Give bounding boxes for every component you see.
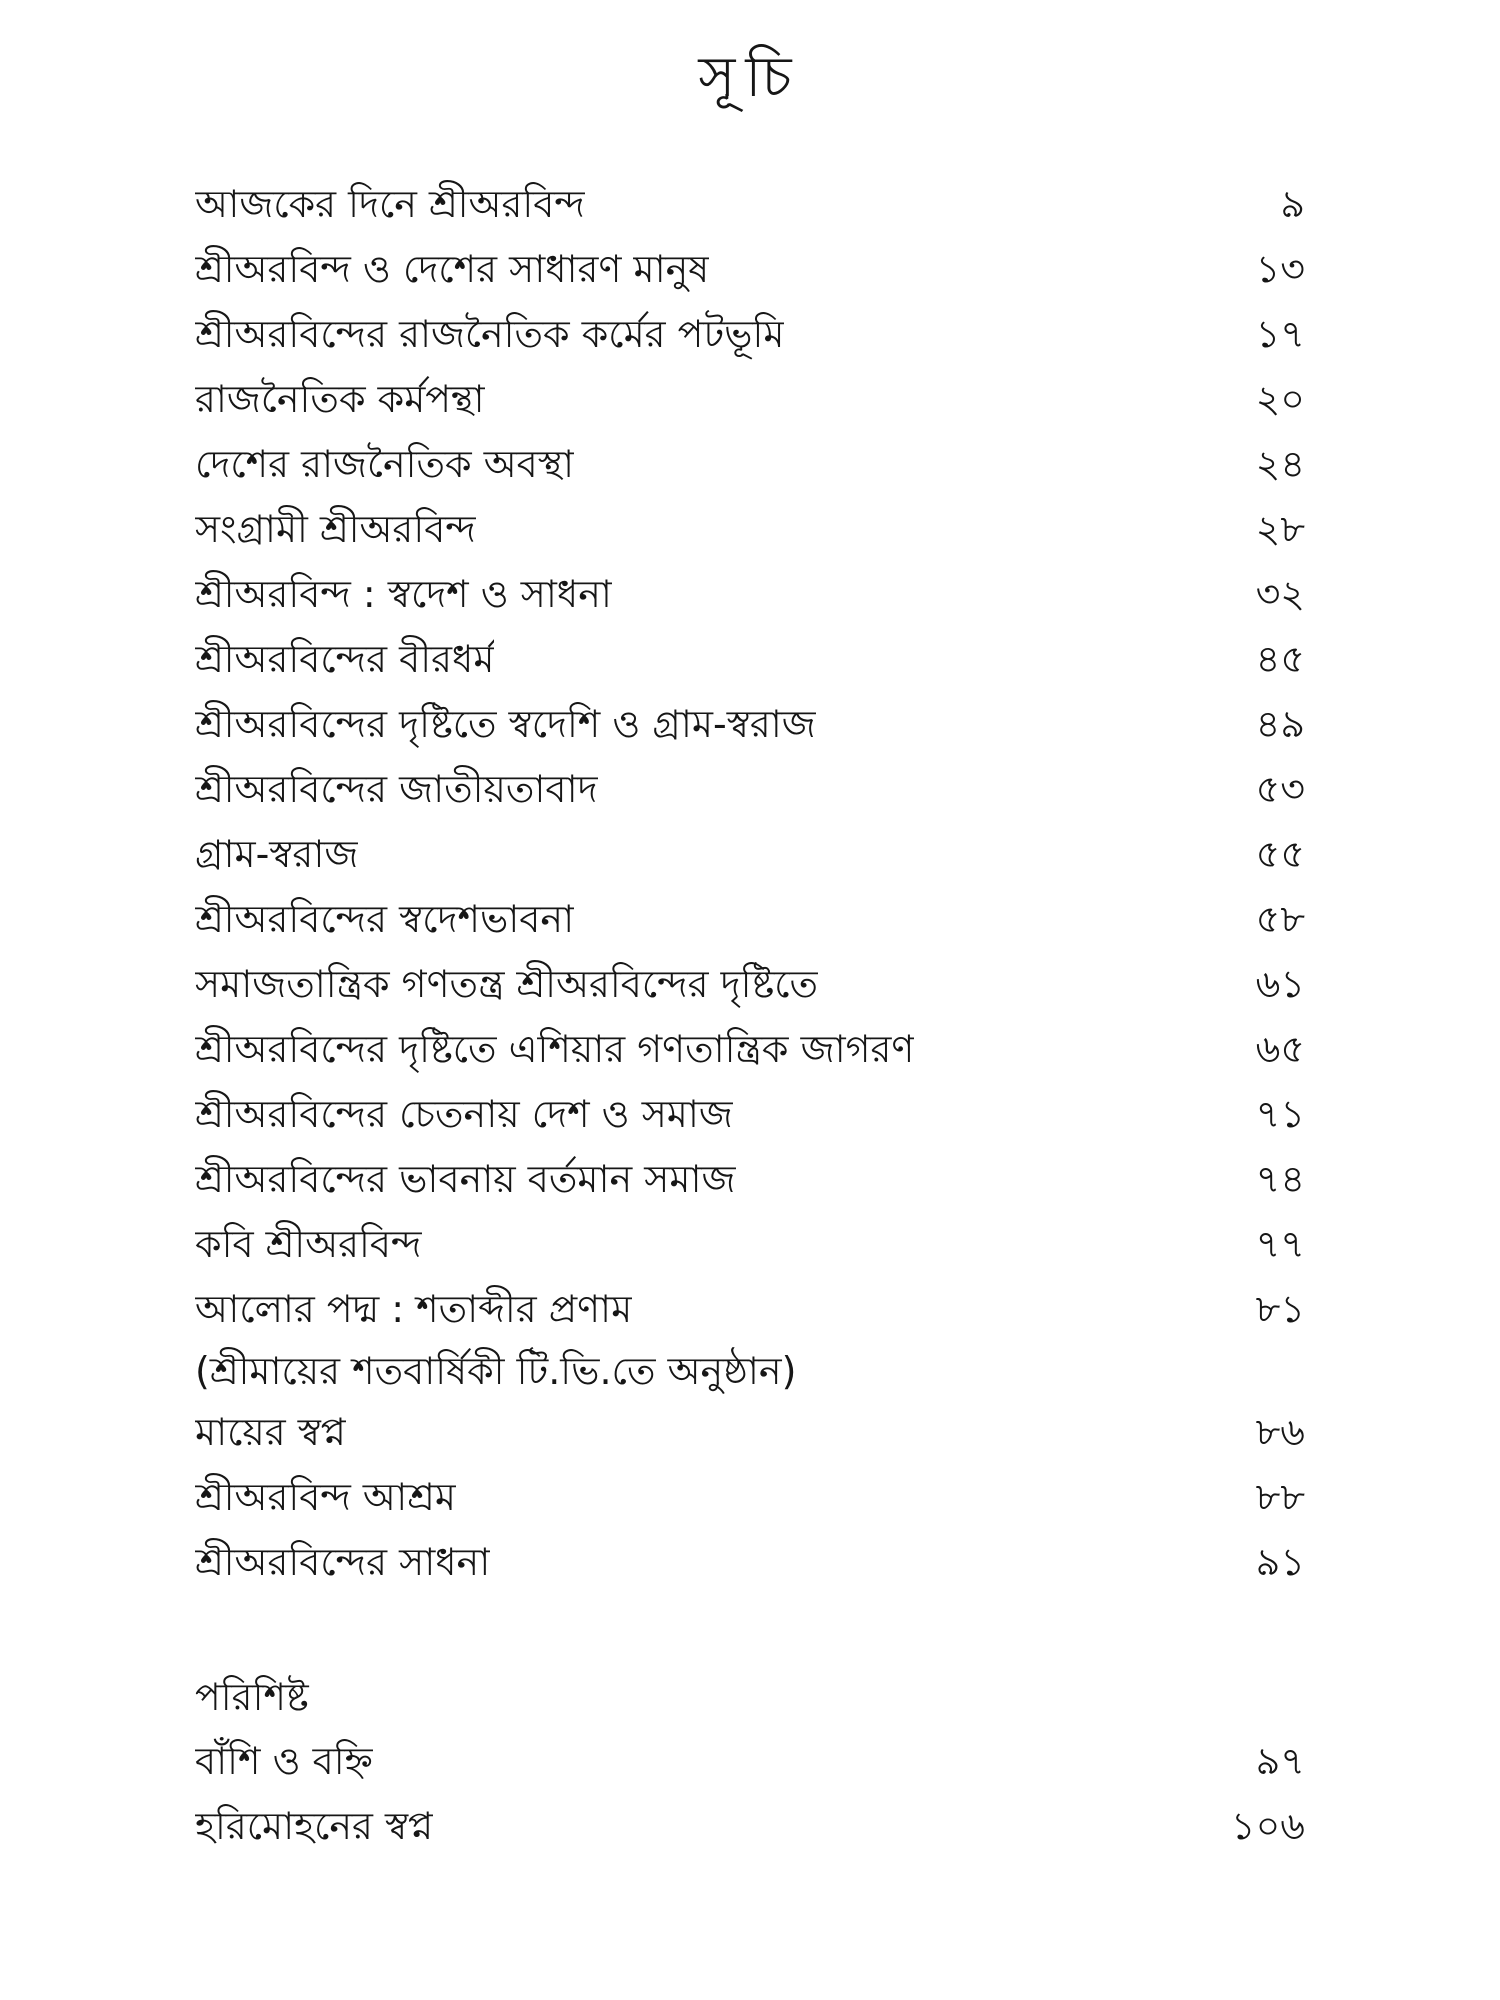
toc-entry xyxy=(195,237,1305,302)
toc-entry-title: হরিমোহনের স্বপ্ন xyxy=(195,1804,434,1848)
toc-entry-page: ৬৫ xyxy=(1255,1027,1305,1071)
toc-entry-title: শ্রীঅরবিন্দের ভাবনায় বর্তমান সমাজ xyxy=(195,1157,736,1201)
toc-entry-title: শ্রীঅরবিন্দের সাধনা xyxy=(195,1540,491,1584)
section-gap xyxy=(195,1595,1305,1665)
toc-entry xyxy=(195,432,1305,497)
toc-entry-page: ৫৫ xyxy=(1255,832,1305,876)
toc-entry-page: ২০ xyxy=(1255,377,1305,421)
toc-entry-title: শ্রীঅরবিন্দের বীরধর্ম xyxy=(195,637,495,681)
page-title: সূচি xyxy=(698,45,802,110)
toc-entry-page: ১৭ xyxy=(1255,312,1305,356)
toc-entry-page: ১০৬ xyxy=(1230,1804,1305,1848)
toc-entry-page: ৯ xyxy=(1280,182,1305,226)
toc-entry-page: ৭৪ xyxy=(1255,1157,1305,1201)
toc-entry-title: আলোর পদ্ম : শতাব্দীর প্রণাম xyxy=(195,1287,633,1331)
toc-entry-title: আজকের দিনে শ্রীঅরবিন্দ xyxy=(195,182,585,226)
toc-entry-page: ২৪ xyxy=(1255,442,1305,486)
toc-entry xyxy=(195,952,1305,1017)
toc-entry xyxy=(195,302,1305,367)
toc-entry xyxy=(195,1277,1305,1342)
toc-entry-page: ৩২ xyxy=(1255,572,1305,616)
toc-entry-subtitle xyxy=(195,1342,1305,1400)
toc-entry-page: ৯৭ xyxy=(1255,1739,1305,1783)
toc-entry xyxy=(195,822,1305,887)
toc-entry-page: ৭১ xyxy=(1255,1092,1305,1136)
toc-entry-title: শ্রীঅরবিন্দ আশ্রম xyxy=(195,1475,456,1519)
toc-entry-page: ৬১ xyxy=(1255,962,1305,1006)
toc-entry-page: ৯১ xyxy=(1255,1540,1305,1584)
toc-entry-page: ৮৬ xyxy=(1255,1410,1305,1454)
toc-entry-page: ২৮ xyxy=(1255,507,1305,551)
toc-entry-title: কবি শ্রীঅরবিন্দ xyxy=(195,1222,422,1266)
toc-entry-title: শ্রীঅরবিন্দ : স্বদেশ ও সাধনা xyxy=(195,572,612,616)
toc-entry-page: ৮১ xyxy=(1255,1287,1305,1331)
appendix-heading: পরিশিষ্ট xyxy=(195,1675,309,1719)
toc-entry-page: ৭৭ xyxy=(1255,1222,1305,1266)
toc-entry-page: ১৩ xyxy=(1255,247,1305,291)
toc-entry xyxy=(195,1212,1305,1277)
toc-entry-title: গ্রাম-স্বরাজ xyxy=(195,832,359,876)
toc-entry-title: সমাজতান্ত্রিক গণতন্ত্র শ্রীঅরবিন্দের দৃষ্টিতে xyxy=(195,962,819,1006)
table-of-contents xyxy=(195,172,1305,1859)
toc-entry xyxy=(195,1465,1305,1530)
toc-entry-title: দেশের রাজনৈতিক অবস্থা xyxy=(195,442,574,486)
toc-entry-title: শ্রীঅরবিন্দের স্বদেশভাবনা xyxy=(195,897,575,941)
toc-entry-title: (শ্রীমায়ের শতবার্ষিকী টি.ভি.তে অনুষ্ঠান) xyxy=(195,1349,797,1393)
toc-entry xyxy=(195,562,1305,627)
toc-entry xyxy=(195,1400,1305,1465)
toc-entry xyxy=(195,1082,1305,1147)
toc-entry-page: ৮৮ xyxy=(1255,1475,1305,1519)
toc-entry-title: সংগ্রামী শ্রীঅরবিন্দ xyxy=(195,507,476,551)
toc-entry xyxy=(195,1530,1305,1595)
toc-entry-page: ৫৩ xyxy=(1255,767,1305,811)
toc-entry-title: শ্রীঅরবিন্দের দৃষ্টিতে এশিয়ার গণতান্ত্রিক জাগরণ xyxy=(195,1027,915,1071)
toc-entry-title: বাঁশি ও বহ্নি xyxy=(195,1739,373,1783)
toc-entry xyxy=(195,497,1305,562)
toc-entry-page: ৫৮ xyxy=(1255,897,1305,941)
toc-entry xyxy=(195,692,1305,757)
toc-entry-title: শ্রীঅরবিন্দের চেতনায় দেশ ও সমাজ xyxy=(195,1092,733,1136)
toc-entry xyxy=(195,1794,1305,1859)
toc-entry-title: শ্রীঅরবিন্দের জাতীয়তাবাদ xyxy=(195,767,598,811)
toc-entry xyxy=(195,1729,1305,1794)
toc-entry xyxy=(195,757,1305,822)
toc-entry-title: শ্রীঅরবিন্দের দৃষ্টিতে স্বদেশি ও গ্রাম-স্বরাজ xyxy=(195,702,816,746)
toc-entry xyxy=(195,1017,1305,1082)
toc-entry-title: শ্রীঅরবিন্দের রাজনৈতিক কর্মের পটভূমি xyxy=(195,312,785,356)
toc-entry xyxy=(195,1147,1305,1212)
toc-entry xyxy=(195,172,1305,237)
toc-entry-title: শ্রীঅরবিন্দ ও দেশের সাধারণ মানুষ xyxy=(195,247,710,291)
toc-entry-page: ৪৫ xyxy=(1255,637,1305,681)
toc-entry-page: ৪৯ xyxy=(1255,702,1305,746)
toc-entry xyxy=(195,887,1305,952)
toc-entry-title: মায়ের স্বপ্ন xyxy=(195,1410,346,1454)
toc-entry xyxy=(195,367,1305,432)
toc-entry xyxy=(195,627,1305,692)
toc-entry-title: রাজনৈতিক কর্মপন্থা xyxy=(195,377,485,421)
